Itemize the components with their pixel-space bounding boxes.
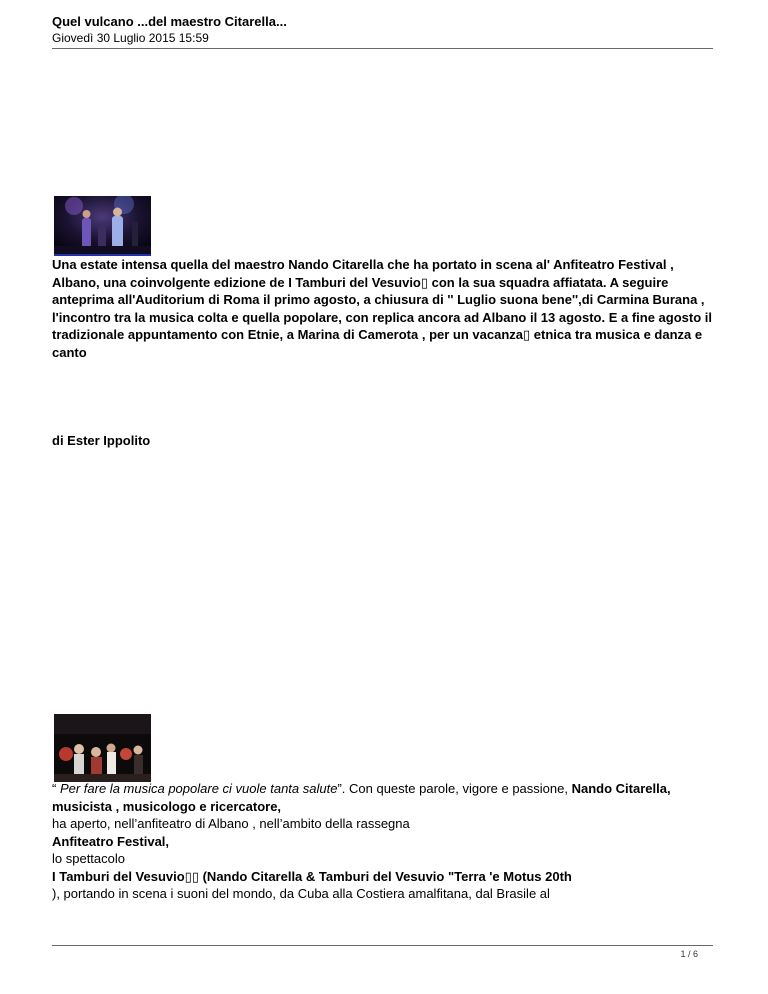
quote-open: “ [52,781,60,796]
page-header [52,14,713,46]
body-line: ), portando in scena i suoni del mondo, da Cuba alla Costiera amalfitana, dal Brasile al [52,886,550,901]
body-line: lo spettacolo [52,851,125,866]
page-number: 1 / 6 [680,949,698,959]
body-line: ha aperto, nell’anfiteatro di Albano , nell’ambito della rassegna [52,816,410,831]
footer-divider [52,945,713,946]
concert-photo-2 [54,714,151,782]
byline: di Ester Ippolito [52,433,151,448]
concert-photo-1 [54,196,151,256]
name-bold: Nando Citarella, musicista , musicologo e ricercatore, [52,781,671,814]
quote-close: ”. Con queste parole, vigore e passione, [337,781,572,796]
festival-name: Anfiteatro Festival, [52,833,170,849]
article-date: Giovedì 30 Luglio 2015 15:59 [52,31,209,45]
article-title: Quel vulcano ...del maestro Citarella... [52,14,287,29]
body-paragraph [52,780,717,903]
lead-paragraph: Una estate intensa quella del maestro Nando Citarella che ha portato in scena al' Anfiteatro Festival , Albano, una coinvolgente edizione de I Tamburi del Vesuvio▯ con la sua squadra affiatata. A seguire anteprima all'Auditorium di Roma il primo agosto, a chiusura di '' Luglio suona bene'',di Carmina Burana , l'incontro tra la musica colta e quella popolare, con replica ancora ad Albano il 13 agosto. E a fine agosto il tradizionale appuntamento con Etnie, a Marina di Camerota , per un vacanza▯ etnica tra musica e danza e canto [52,257,712,360]
quote-text: Per fare la musica popolare ci vuole tanta salute [59,781,338,796]
show-name: I Tamburi del Vesuvio▯▯ (Nando Citarella & Tamburi del Vesuvio "Terra 'e Motus 20th [52,868,572,884]
header-divider [52,48,713,49]
